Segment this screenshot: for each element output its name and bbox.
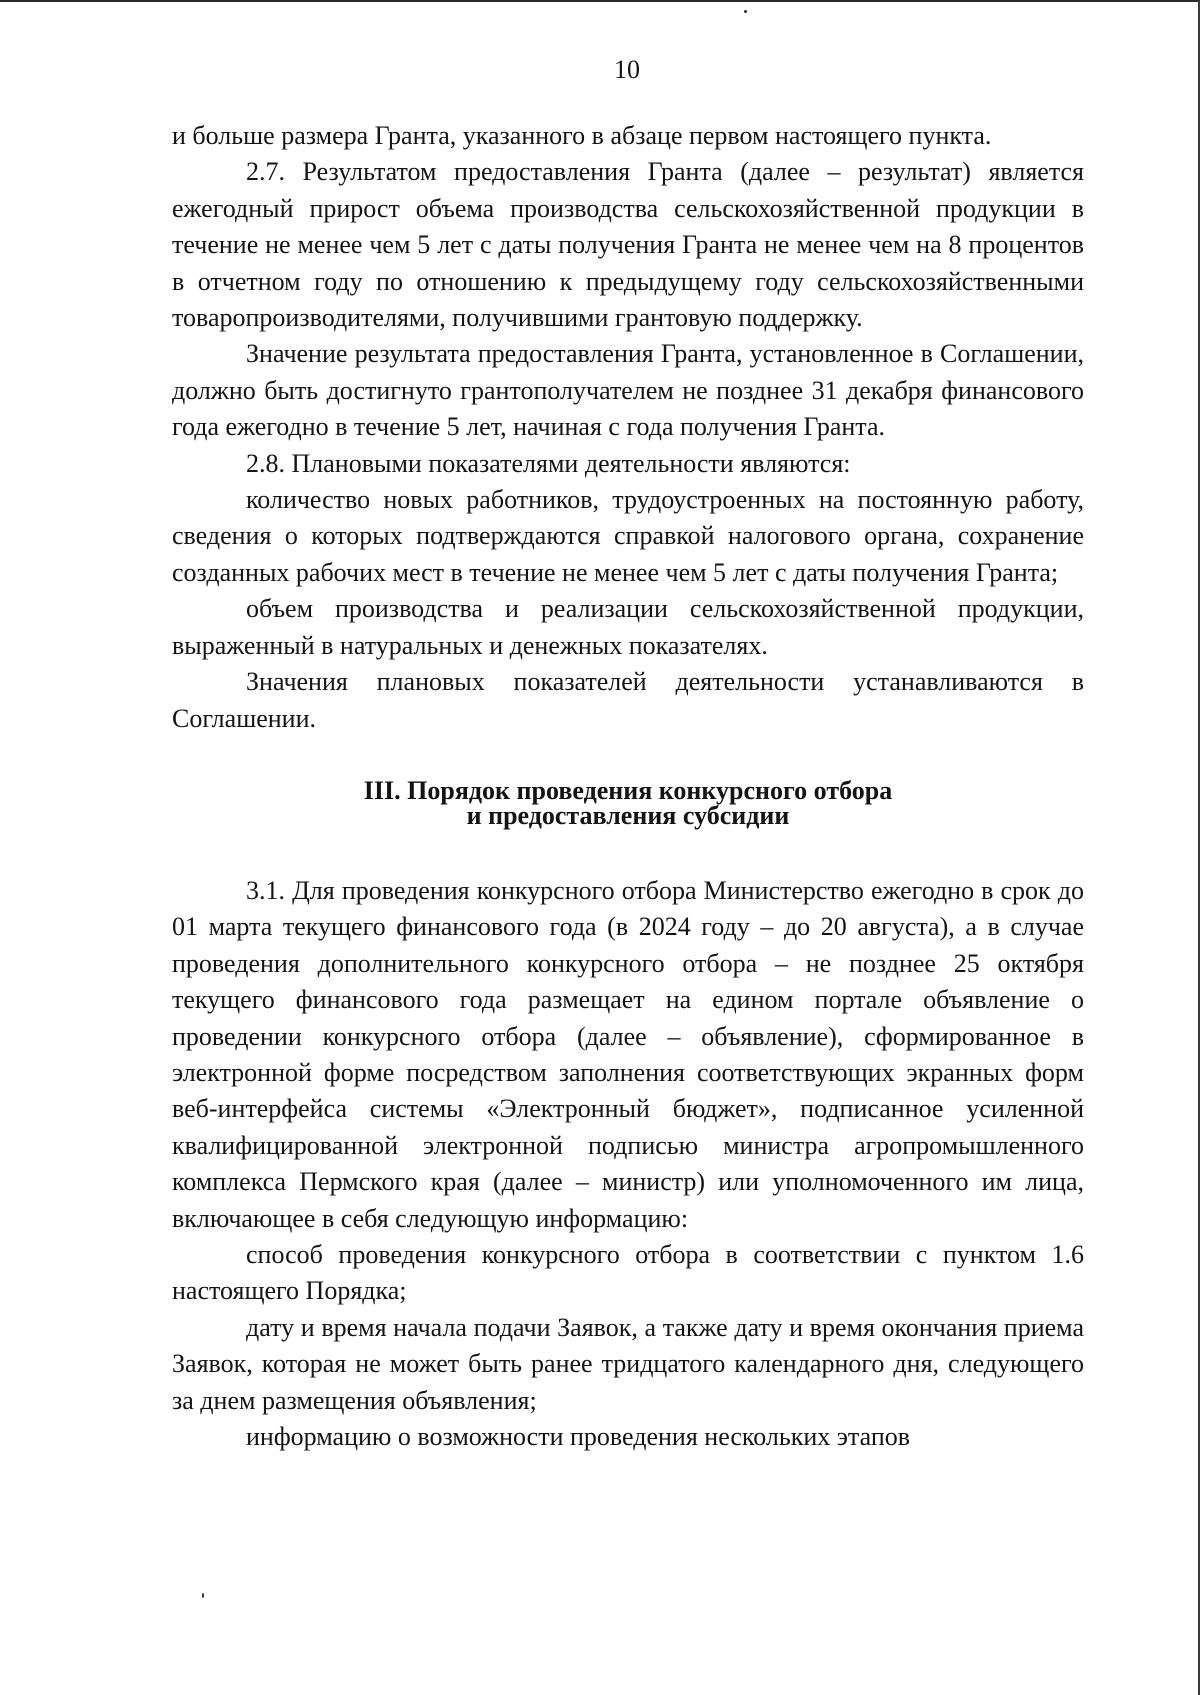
paragraph: 2.8. Плановыми показателями деятельности являются: (246, 448, 851, 478)
paragraph: 2.7. Результатом предоставления Гранта (далее – результат) является ежегодный прирост объема производства сельскохозяйственной продукции в течение не менее чем 5 лет с даты получения Гранта не менее чем на 8 процентов в отчетном году по отношению к предыдущему году сельскохозяйственными товаропроизводителями, получившими грантовую поддержку. (172, 157, 1084, 333)
scan-border-top (0, 0, 1200, 2)
paragraph: Значение результата предоставления Гранта, установленное в Соглашении, должно быть достигнуто грантополучателем не позднее 31 декабря финансового года ежегодно в течение 5 лет, начиная с года получения Гранта. (172, 339, 1084, 442)
scan-speck (744, 10, 747, 13)
paragraph: и больше размера Гранта, указанного в абзаце первом настоящего пункта. (172, 121, 992, 150)
scan-speck (202, 1593, 204, 1598)
section-heading-line-2: и предоставления субсидии (466, 800, 790, 830)
section-heading-line-1: III. Порядок проведения конкурсного отбора (363, 775, 893, 805)
paragraph: объем производства и реализации сельскохозяйственной продукции, выраженный в натуральных и денежных показателях. (172, 594, 1084, 660)
paragraph: дату и время начала подачи Заявок, а также дату и время окончания приема Заявок, которая не может быть ранее тридцатого календарного дня, следующего за днем размещения объявления; (172, 1312, 1084, 1415)
page-number: 10 (614, 55, 640, 84)
section-heading (172, 775, 1084, 830)
paragraph: способ проведения конкурсного отбора в соответствии с пунктом 1.6 настоящего Порядка; (172, 1239, 1084, 1306)
paragraph: Значения плановых показателей деятельности устанавливаются в Соглашении. (172, 667, 1084, 733)
paragraph: количество новых работников, трудоустроенных на постоянную работу, сведения о которых подтверждаются справкой налогового органа, сохранение созданных рабочих мест в течение не менее чем 5 лет с даты получения Гранта; (172, 485, 1084, 587)
paragraph: информацию о возможности проведения нескольких этапов (246, 1422, 911, 1451)
paragraph: 3.1. Для проведения конкурсного отбора Министерство ежегодно в срок до 01 марта текущего финансового года (в 2024 году – до 20 августа), а в случае проведения дополнительного конкурсного отбора – не позднее 25 октября текущего финансового года размещает на едином портале объявление о проведении конкурсного отбора (далее – объявление), сформированное в электронной форме посредством заполнения соответствующих экранных форм веб-интерфейса системы «Электронный бюджет», подписанное усиленной квалифицированной электронной подписью министра агропромышленного комплекса Пермского края (далее – министр) или уполномоченного им лица, включающее в себя следующую информацию: (172, 875, 1084, 1233)
document-body (172, 118, 1084, 1455)
